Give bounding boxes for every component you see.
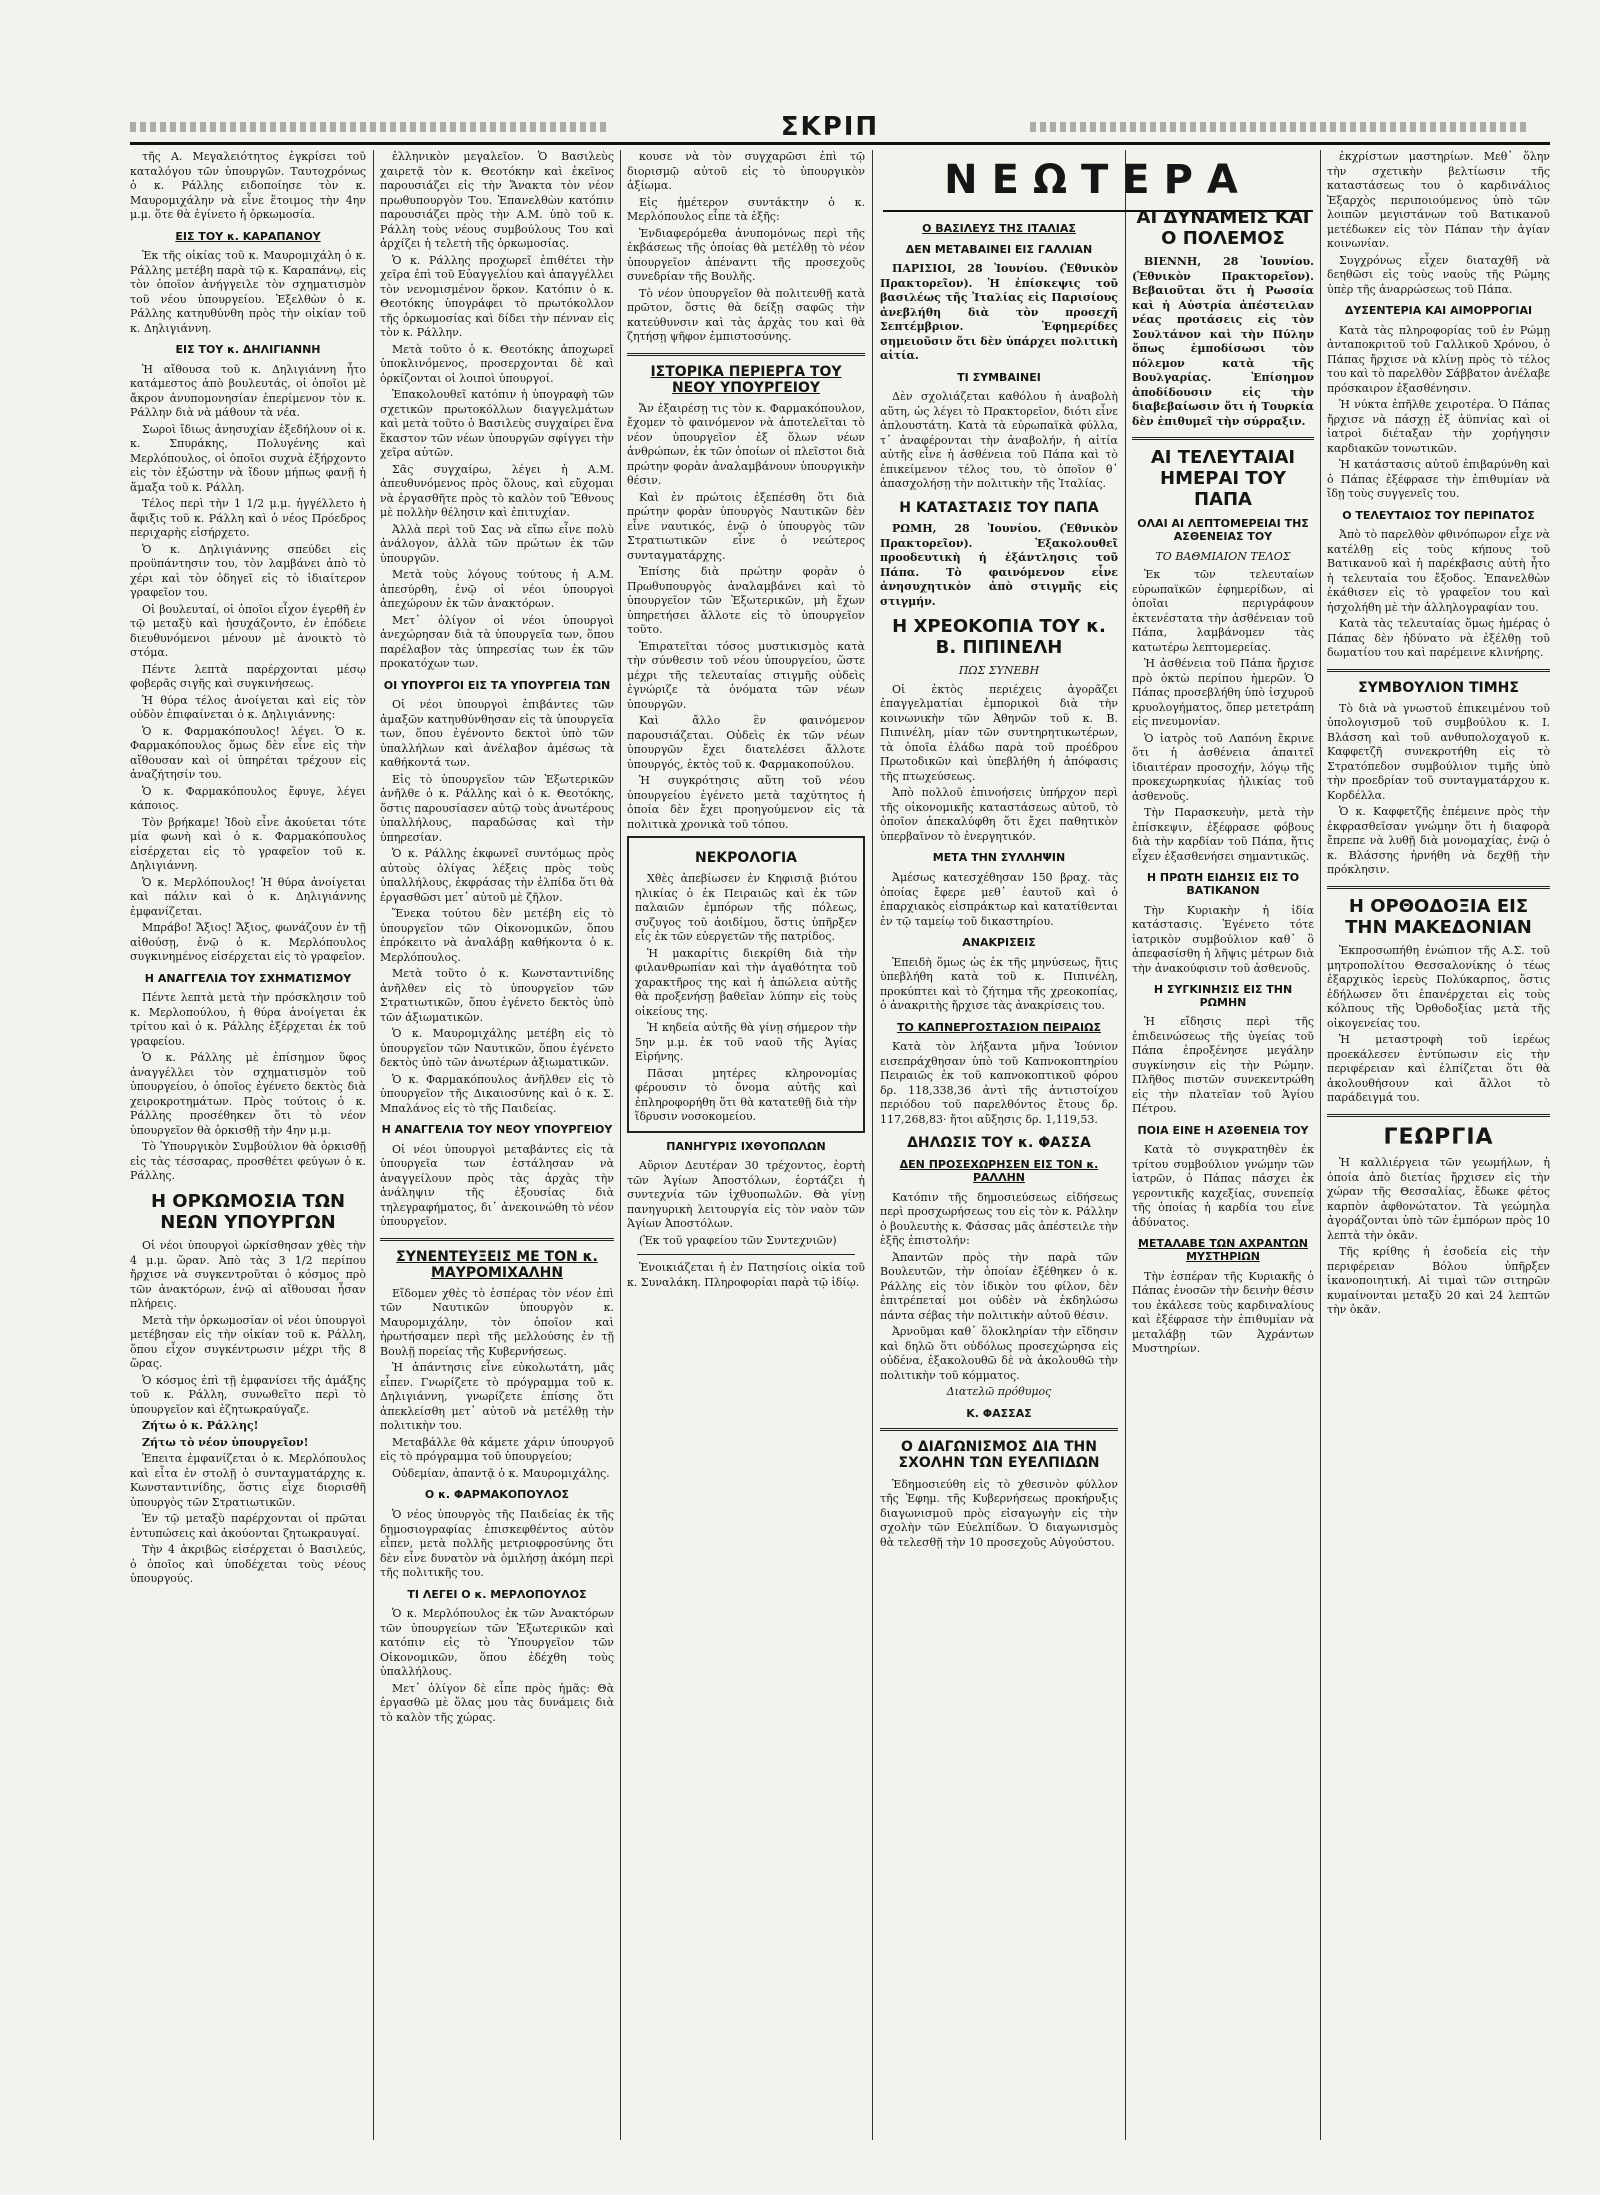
article-text: Σᾶς συγχαίρω, λέγει ἡ Α.Μ. ἀπευθυνόμενος πρὸς ὅλους, καὶ εὔχομαι νὰ ἐργασθῆτε πρὸς τὸ καλὸν τοῦ Ἔθνους μὲ πολλὴν θέλησιν καὶ ἐπιτυχίαν. bbox=[380, 462, 614, 519]
section-heading: ΤΟ ΚΑΠΝΕΡΓΟΣΤΑΣΙΟΝ ΠΕΙΡΑΙΩΣ bbox=[897, 1020, 1101, 1034]
headline: Η ΚΑΤΑΣΤΑΣΙΣ ΤΟΥ ΠΑΠΑ bbox=[899, 499, 1099, 516]
article-text: Τὴν Κυριακὴν ἡ ἰδία κατάστασις. Ἐγένετο τότε ἰατρικὸν συμβούλιον καθ᾽ ὃ ἀπεφασίσθη ἡ λῆψις μέτρων διὰ τὴν ἀνακούφισιν τοῦ ἀσθενοῦς. bbox=[1132, 903, 1314, 975]
section-heading: Η ΣΥΓΚΙΝΗΣΙΣ ΕΙΣ ΤΗΝ ΡΩΜΗΝ bbox=[1153, 983, 1293, 1009]
column-2 bbox=[380, 150, 614, 2150]
article-text: Ἀλλὰ περὶ τοῦ Σας νὰ εἴπω εἶνε πολὺ ἀνάλογον, ἀλλὰ τῶν πρώτων ἐκ τῶν ὑπουργῶν. bbox=[380, 522, 614, 565]
article-text: Οὐδεμίαν, ἀπαντᾷ ὁ κ. Μαυρομιχάλης. bbox=[392, 1466, 610, 1480]
signature-name: Κ. ΦΑΣΣΑΣ bbox=[966, 1406, 1032, 1420]
section-subheading: ΟΛΑΙ ΑΙ ΛΕΠΤΟΜΕΡΕΙΑΙ ΤΗΣ ΑΣΘΕΝΕΙΑΣ ΤΟΥ bbox=[1137, 517, 1309, 544]
section-heading: ΤΙ ΣΥΜΒΑΙΝΕΙ bbox=[957, 370, 1041, 384]
column-rule bbox=[1125, 150, 1126, 2140]
section-heading: ΕΙΣ ΤΟΥ κ. ΔΗΛΙΓΙΑΝΝΗ bbox=[175, 343, 321, 357]
section-heading: Ο κ. ΦΑΡΜΑΚΟΠΟΥΛΟΣ bbox=[424, 1488, 570, 1502]
article-text: Ὁ κ. Μαυρομιχάλης μετέβη εἰς τὸ ὑπουργεῖον τῶν Ναυτικῶν, ὅπου ἐγένετο δεκτὸς ὑπὸ τῶν ἀνωτέρων ἀξιωματικῶν. bbox=[380, 1027, 614, 1070]
headline: Η ΟΡΘΟΔΟΞΙΑ ΕΙΣ ΤΗΝ ΜΑΚΕΔΟΝΙΑΝ bbox=[1345, 895, 1532, 938]
article-text: Ὁ κ. Μερλόπουλος ἐκ τῶν Ἀνακτόρων τῶν ὑπουργείων τῶν Ἐξωτερικῶν καὶ κατόπιν εἰς τὸ Ὑπουργεῖον τῶν Οἰκονομικῶν, ὅπου ἐδέχθη τοὺς ὑπαλλήλους. bbox=[380, 1607, 614, 1679]
column-rule bbox=[1320, 150, 1321, 2140]
article-text: ἐλληνικὸν μεγαλεῖον. Ὁ Βασιλεὺς χαιρετᾷ τὸν κ. Θεοτόκην καὶ ἐκεῖνος παρουσιάζει εἰς τὴν Ἄνακτα τὸν νέον πρωθυπουργὸν Του. Ἐπανελθὼν κατόπιν παρουσιάζει πρὸς τὴν Α.Μ. ὑπὸ τοῦ κ. Ράλλη τοὺς νέους συμβούλους Του καὶ ἀρχίζει ἡ τελετὴ τῆς ὁρκωμοσίας. bbox=[380, 150, 614, 250]
article-text: Ἀπαντῶν πρὸς τὴν παρὰ τῶν Βουλευτῶν, τὴν ὁποίαν ἐξέθηκεν ὁ κ. Ράλλης εἰς τὸν ἰδικὸν του φίλον, δὲν ἐπιτρέπεταί μοι οὐδὲν νὰ ἐκδηλώσω πάντα σέβας τὴν πολιτικὴν αὐτοῦ θέσιν. bbox=[880, 1250, 1118, 1322]
column-1 bbox=[130, 150, 366, 2150]
article-text: Ὁ ἰατρὸς τοῦ Λαπόνη ἔκρινε ὅτι ἡ ἀσθένεια ἀπαιτεῖ ἰδιαιτέραν προσοχήν, λόγῳ τῆς προκεχωρηκυίας ἡλικίας τοῦ ἀσθενοῦς. bbox=[1132, 731, 1314, 803]
article-text: Μετὰ τοὺς λόγους τούτους ἡ Α.Μ. ἀπεσύρθη, ἐνῷ οἱ νέοι ὑπουργοὶ ἀπεχώρουν ἐκ τῶν ἀνακτόρων. bbox=[380, 568, 614, 610]
article-text: Ἀπὸ πολλοῦ ἐπινοήσεις ὑπήρχον περὶ τῆς οἰκονομικῆς καταστάσεως αὐτοῦ, τὸ ὁποῖον ἀπεκαλύφθη ὅτι ἔχει παθητικὸν ὑπερβαῖνον τὸ ἐνεργητικόν. bbox=[880, 786, 1118, 843]
article-text: Τὸ Ὑπουργικὸν Συμβούλιον θὰ ὁρκισθῇ εἰς τὰς τέσσαρας, προσθέτει φεύγων ὁ κ. Ράλλης. bbox=[130, 1140, 366, 1183]
masthead-title: ΣΚΡΙΠ bbox=[780, 112, 880, 142]
article-text: Σωροὶ ἴδιως ἀνησυχίαν ἐξεδήλουν οἱ κ. κ. Σπυράκης, Πολυγένης καὶ Μερλόπουλος, οἱ ὁποῖοι συχνὰ ἐξήρχοντο εἰς τὸν ἐξώστην νὰ ἴδουν μήπως φανῇ ἡ ἅμαξα τοῦ κ. Ράλλη. bbox=[130, 422, 366, 494]
article-text: Ἐπειδὴ ὅμως ὡς ἐκ τῆς μηνύσεως, ἥτις ὑπεβλήθη κατὰ τοῦ κ. Πιπινέλη, προκύπτει καὶ τὸ ζήτημα τῆς χρεοκοπίας, ὁ ἀνακριτὴς ἤρχισε τὰς ἀνακρίσεις του. bbox=[880, 955, 1118, 1013]
article-text: Συγχρόνως εἶχεν διαταχθῆ νὰ δεηθῶσι εἰς τοὺς ναοὺς τῆς Ρώμης ὑπὲρ τῆς ἀναρρώσεως τοῦ Πάπα. bbox=[1327, 253, 1550, 296]
headline: ΣΥΜΒΟΥΛΙΟΝ ΤΙΜΗΣ bbox=[1358, 679, 1519, 696]
headline: ΣΥΝΕΝΤΕΥΞΕΙΣ ΜΕ ΤΟΝ κ. ΜΑΥΡΟΜΙΧΑΛΗΝ bbox=[396, 1248, 598, 1281]
article-text: Ἡ κηδεία αὐτῆς θὰ γίνῃ σήμερον τὴν 5ην μ.μ. ἐκ τοῦ ναοῦ τῆς Ἁγίας Εἰρήνης. bbox=[635, 1021, 857, 1064]
article-text: Εἰς τὸ ὑπουργεῖον τῶν Ἐξωτερικῶν ἀνῆλθε ὁ κ. Ράλλης καὶ ὁ κ. Θεοτόκης, ὅστις παρουσίασεν αὐτῷ τοὺς ἀνωτέρους ὑπαλλήλους, παραδώσας καὶ τὴν ὑπηρεσίαν. bbox=[380, 772, 614, 844]
article-text: Μπράβο! Ἄξιος! Ἄξιος, φωνάζουν ἐν τῇ αἰθούσῃ, ἐνῷ ὁ κ. Μερλόπουλος συγκινημένος εἰσέρχεται εἰς τὸ γραφεῖον. bbox=[130, 921, 366, 964]
article-text: Οἱ ἐκτὸς περιέχεις ἀγορᾶζει ἐπαγγελματίαι ἐμπορικοὶ διὰ τὴν κοινωνικὴν τῶν Ἀθηνῶν τοῦ κ. Β. Πιπινέλη, μίαν τῶν συντηρητικωτέρων, τὰ ὁποῖα ἐλάδω παρὰ τοῦ προέδρου Πρωτοδικῶν καὶ ὑπεβλήθη ἡ ἀπόφασις τῆς πτωχεύσεως. bbox=[880, 682, 1118, 783]
article-text: Καὶ ἐν πρώτοις ἐξεπέσθη ὅτι διὰ πρώτην φορὰν ὑπουργὸς Ναυτικῶν δὲν εἶνε ναυτικός, ἐνῷ ὁ ὑπουργὸς τῶν Στρατιωτικῶν εἶνε ὁ νεώτερος συνταγματάρχης. bbox=[627, 490, 865, 562]
article-text: Ὁ κ. Καφφετζῆς ἐπέμεινε πρὸς τὴν ἐκφρασθεῖσαν γνώμην ὅτι ἡ διαφορὰ ἔπρεπε νὰ λυθῇ διὰ μονομαχίας, ἐνῷ ὁ κ. Βλάσσης ἠρνήθη νὰ δεχθῇ τὴν πρόκλησιν. bbox=[1327, 805, 1550, 877]
masthead-header-text-right bbox=[1030, 122, 1530, 132]
divider bbox=[1327, 886, 1550, 889]
section-heading: ΠΑΝΗΓΥΡΙΣ ΙΧΘΥΟΠΩΛΩΝ bbox=[666, 1139, 826, 1153]
section-heading: Ο ΤΕΛΕΥΤΑΙΟΣ ΤΟΥ ΠΕΡΙΠΑΤΟΣ bbox=[1342, 508, 1535, 522]
section-heading: ΜΕΤΑ ΤΗΝ ΣΥΛΛΗΨΙΝ bbox=[932, 851, 1066, 865]
divider bbox=[637, 1254, 855, 1255]
headline: ΓΕΩΡΓΙΑ bbox=[1383, 1124, 1494, 1150]
article-text: Ὁ κ. Μερλόπουλος! Ἡ θύρα ἀνοίγεται καὶ πάλιν καὶ ὁ κ. Δηλιγιάννης ἐμφανίζεται. bbox=[130, 875, 366, 918]
article-text: Ἡ ἀπάντησις εἶνε εὐκολωτάτη, μᾶς εἶπεν. Γνωρίζετε τὸ πρόγραμμα τοῦ κ. Δηλιγιάννη, γνωρίζετε ἐπίσης ὅτι ἀπεκλείσθη μετ᾽ αὐτοῦ νὰ μετέλθῃ τὴν πολιτικὴν του. bbox=[380, 1361, 614, 1433]
section-heading: ΠΟΙΑ ΕΙΝΕ Η ΑΣΘΕΝΕΙΑ ΤΟΥ bbox=[1137, 1123, 1309, 1137]
headline: ΑΙ ΔΥΝΑΜΕΙΣ ΚΑΙ Ο ΠΟΛΕΜΟΣ bbox=[1136, 207, 1310, 249]
article-text: Ἡ θύρα τέλος ἀνοίγεται καὶ εἰς τὸν οὐδὸν ἐπιφαίνεται ὁ κ. Δηλιγιάννης: bbox=[130, 693, 366, 722]
article-text: Κατὰ τὰς πληροφορίας τοῦ ἐν Ρώμῃ ἀνταποκριτοῦ τοῦ Γαλλικοῦ Χρόνου, ὁ Πάπας ἤρχισε νὰ κλίνῃ πρὸς τὸ τέλος του καὶ τὸ παρελθὸν Σάββατον ἀνέλαβε πρόσκαιρον ἐξασθένησιν. bbox=[1327, 323, 1550, 395]
article-text: Ἄν ἐξαιρέσῃ τις τὸν κ. Φαρμακόπουλον, ἔχομεν τὸ φαινόμενον νὰ ἀποτελεῖται τὸ νέον ὑπουργεῖον ἐξ ὅλων νέων ἀνθρώπων, ἐκ τῶν ὁποίων οἱ πλεῖστοι διὰ πρώτην φορὰν ἀναλαμβάνουν ὑπουργικὴν θέσιν. bbox=[627, 401, 865, 488]
article-text: Ὁ κ. Δηλιγιάννης σπεύδει εἰς προϋπάντησιν του, τὸν λαμβάνει ἀπὸ τὸ χέρι καὶ τὸν ὁδηγεῖ εἰς τὸ ἰδιαίτερον γραφεῖον του. bbox=[130, 542, 366, 600]
article-text: Ὁ κ. Φαρμακόπουλος ἀνῆλθεν εἰς τὸ ὑπουργεῖον τῆς Δικαιοσύνης καὶ ὁ κ. Σ. Μπαλάνος εἰς τὸ τῆς Παιδείας. bbox=[380, 1072, 614, 1115]
article-text: Μετὰ τὴν ὁρκωμοσίαν οἱ νέοι ὑπουργοὶ μετέβησαν εἰς τὴν οἰκίαν τοῦ κ. Ράλλη, ὅπου εἶχον συγκέντρωσιν μέχρι τῆς 8 ὥρας. bbox=[130, 1313, 366, 1371]
section-heading: ΑΝΑΚΡΙΣΕΙΣ bbox=[962, 936, 1036, 950]
article-text: Κατόπιν τῆς δημοσιεύσεως εἰδήσεως περὶ προσχωρήσεως του εἰς τὸν κ. Ράλλην ὁ βουλευτὴς κ. Φάσσας μᾶς ἀπέστειλε τὴν ἑξῆς ἐπιστολήν: bbox=[880, 1190, 1118, 1248]
section-heading: Η ΑΝΑΓΓΕΛΙΑ ΤΟΥ ΝΕΟΥ ΥΠΟΥΡΓΕΙΟΥ bbox=[381, 1123, 613, 1137]
article-text: Ἀπὸ τὸ παρελθὸν φθινόπωρον εἶχε νὰ κατέλθῃ εἰς τοὺς κήπους τοῦ Βατικανοῦ καὶ ἡ παρέκβασις αὐτὴ ἦτο ἡ τελευταία του ἔξοδος. Ἐπανελθὼν ἐκάθισεν εἰς τὸ γραφεῖον του καὶ ἠσχολήθη μὲ τὴν ἀλληλογραφίαν του. bbox=[1327, 528, 1550, 614]
article-text: Ζήτω τὸ νέον ὑπουργεῖον! bbox=[142, 1435, 309, 1449]
article-text: Οἱ βουλευταί, οἱ ὁποῖοι εἶχον ἐγερθῆ ἐν τῷ μεταξὺ καὶ ἡσυχάζοντο, ἐν ἐπόδειε διευθυνόμενοι μένουν μὲ ἀνοικτὸ τὸ στόμα. bbox=[130, 602, 366, 660]
article-text: Ζήτω ὁ κ. Ράλλης! bbox=[142, 1419, 259, 1433]
article-text: Πᾶσαι μητέρες κληρονομίας φέρουσιν τὸ ὄνομα αὐτῆς καὶ ἐπληροφορήθη ὅτι θὰ κατατεθῇ διὰ τὴν ἵδρυσιν νοσοκομείου. bbox=[635, 1066, 857, 1124]
column-rule bbox=[620, 150, 621, 2140]
article-text: Ἡ συγκρότησις αὕτη τοῦ νέου ὑπουργείου ἐγένετο μετὰ ταχύτητος ἡ ὁποία δὲν ἔχει προηγούμενον εἰς τὰ πολιτικὰ χρονικὰ τοῦ τόπου. bbox=[627, 774, 865, 831]
article-text: Μετὰ τοῦτο ὁ κ. Κωνσταντινίδης ἀνῆλθεν εἰς τὸ ὑπουργεῖον τῶν Στρατιωτικῶν, ὅπου ἐγένετο δεκτὸς ὑπὸ τῶν ἀξιωματικῶν. bbox=[380, 967, 614, 1024]
article-text: Ὁ νέος ὑπουργὸς τῆς Παιδείας ἐκ τῆς δημοσιογραφίας ἐπισκεφθέντος αὐτὸν εἶπεν, μετὰ πολλῆς μετριοφροσύνης ὅτι δὲν εἶνε δυνατὸν νὰ ὁμιλήσῃ ἀκόμη περὶ τῆς πολιτικῆς του. bbox=[380, 1508, 614, 1580]
article-text: Ὁ κ. Φαρμακόπουλος ἔφυγε, λέγει κάποιος. bbox=[130, 784, 366, 813]
headline: Ο ΔΙΑΓΩΝΙΣΜΟΣ ΔΙΑ ΤΗΝ ΣΧΟΛΗΝ ΤΩΝ ΕΥΕΛΠΙΔΩΝ bbox=[898, 1439, 1100, 1472]
article-text: Ὁ κ. Φαρμακόπουλος! λέγει. Ὁ κ. Φαρμακόπουλος ὅμως δὲν εἶνε εἰς τὴν αἴθουσαν καὶ οἱ ὑπηρέται τρέχουν εἰς ἀναζήτησίν του. bbox=[130, 724, 366, 782]
headline: ΝΕΚΡΟΛΟΓΙΑ bbox=[695, 850, 797, 867]
divider bbox=[627, 353, 865, 356]
article-text: Ἐκ τῶν τελευταίων εὐρωπαϊκῶν ἐφημερίδων, αἱ ὁποῖαι περιγράφουν ἐκτενέστατα τὴν ἀσθένειαν τοῦ Πάπα, λαμβάνομεν τὰς κατωτέρω λεπτομερείας. bbox=[1132, 568, 1314, 654]
article-text: ΠΑΡΙΣΙΟΙ, 28 Ἰουνίου. (Ἐθνικὸν Πρακτορεῖον). Ἡ ἐπίσκεψις τοῦ βασιλέως τῆς Ἰταλίας εἰς Παρισίους ἀνεβλήθη διὰ τὸν προσεχῆ Σεπτέμβριον. Ἐφημερίδες σημειοῦσιν ὅτι δὲν ὑπάρχει πολιτικὴ αἰτία. bbox=[880, 262, 1118, 363]
subheading: ΤΟ ΒΑΘΜΙΑΙΟΝ ΤΕΛΟΣ bbox=[1155, 549, 1291, 563]
article-text: Ἐκ τῆς οἰκίας τοῦ κ. Μαυρομιχάλη ὁ κ. Ράλλης μετέβη παρὰ τῷ κ. Καραπάνῳ, εἰς τὸν ὁποῖον ἀνήγγειλε τὸν σχηματισμὸν τοῦ νέου ὑπουργείου. Ἐξελθὼν ὁ κ. Ράλλης κατηυθύνθη πρὸς τὴν οἰκίαν τοῦ κ. Δηλιγιάννη. bbox=[130, 249, 366, 335]
article-text: Κατὰ τὰς τελευταίας ὅμως ἡμέρας ὁ Πάπας δὲν ἠδύνατο νὰ ἐξέλθῃ τοῦ δωματίου του καὶ παρέμεινε κλινήρης. bbox=[1327, 617, 1550, 660]
headline: Η ΧΡΕΟΚΟΠΙΑ ΤΟΥ κ. Β. ΠΙΠΙΝΕΛΗ bbox=[892, 616, 1106, 658]
article-text: Ἡ μεταστροφὴ τοῦ ἱερέως προεκάλεσεν ἐντύπωσιν εἰς τὴν περιφέρειαν καὶ ἐλπίζεται ὅτι θὰ ἀκολουθήσουν καὶ ἄλλοι τὸ παράδειγμά του. bbox=[1327, 1033, 1550, 1105]
section-subheading: ΔΕΝ ΜΕΤΑΒΑΙΝΕΙ ΕΙΣ ΓΑΛΛΙΑΝ bbox=[905, 242, 1093, 256]
headline: ΔΗΛΩΣΙΣ ΤΟΥ κ. ΦΑΣΣΑ bbox=[907, 1135, 1091, 1152]
obituary-box bbox=[627, 836, 865, 1133]
article-text: Πέντε λεπτὰ παρέρχονται μέσῳ φοβερᾶς σιγῆς καὶ συγκινήσεως. bbox=[130, 662, 366, 691]
article-text: Ἡ ἀσθένεια τοῦ Πάπα ἤρχισε πρὸ ὀκτὼ περίπου ἡμερῶν. Ὁ Πάπας προσεβλήθη ὑπὸ ἰσχυροῦ κρυολογήματος, ὅπερ μετετράπη εἰς πνευμονίαν. bbox=[1132, 657, 1314, 729]
article-text: ΡΩΜΗ, 28 Ἰουνίου. (Ἐθνικὸν Πρακτορεῖον). Ἐξακολουθεῖ προοδευτικὴ ἡ ἐξάντλησις τοῦ Πάπα. Τὸ φαινόμενον εἶνε ἀνησυχητικὸν ἀπὸ στιγμῆς εἰς στιγμήν. bbox=[880, 522, 1118, 608]
article-text: Ἐπίσης διὰ πρώτην φορὰν ὁ Πρωθυπουργὸς ἀναλαμβάνει καὶ τὸ ὑπουργεῖον τῶν Ἐξωτερικῶν, μὴ ἔχων ὑπηρετήσει ἄλλοτε εἰς τὸ ὑπουργεῖον τοῦτο. bbox=[627, 565, 865, 637]
headline: ΙΣΤΟΡΙΚΑ ΠΕΡΙΕΡΓΑ ΤΟΥ ΝΕΟΥ ΥΠΟΥΡΓΕΙΟΥ bbox=[650, 363, 842, 396]
article-text: Τὸν βρήκαμε! Ἰδοὺ εἶνε ἀκούεται τότε μία φωνὴ καὶ ὁ κ. Φαρμακόπουλος εἰσέρχεται εἰς τὸ γραφεῖον τοῦ κ. Δηλιγιάννη. bbox=[130, 815, 366, 873]
article-text: Οἱ νέοι ὑπουργοὶ ἐπιβάντες τῶν ἁμαξῶν κατηυθύνθησαν εἰς τὰ ὑπουργεῖα των, ὅπου ἐγένοντο δεκτοὶ ὑπὸ τῶν ὑπαλλήλων καὶ ἀνέλαβον ἀμέσως τὰ καθήκοντά των. bbox=[380, 698, 614, 770]
article-text: Ἡ νύκτα ἐπῆλθε χειροτέρα. Ὁ Πάπας ἤρχισε νὰ πάσχῃ ἐξ ἀϋπνίας καὶ οἱ ἰατροὶ διέταξαν τὴν χορήγησιν καρδιακῶν τονωτικῶν. bbox=[1327, 398, 1550, 455]
article-text: Ὁ κ. Ράλλης μὲ ἐπίσημον ὕφος ἀναγγέλλει τὸν σχηματισμὸν τοῦ ὑπουργείου, ὁ ὁποῖος ἐγένετο δεκτὸς διὰ χειροκροτημάτων. Πρὸς τούτοις ὁ κ. Ράλλης προσέθηκεν ὅτι τὸ νέον ὑπουργεῖον θὰ ὁρκισθῇ τὴν 4ην μ.μ. bbox=[130, 1051, 366, 1137]
article-text: Πέντε λεπτὰ μετὰ τὴν πρόσκλησιν τοῦ κ. Μερλοπούλου, ἡ θύρα ἀνοίγεται ἐκ τρίτου καὶ ὁ κ. Ράλλης ἐξέρχεται ἐκ τοῦ γραφείου. bbox=[130, 991, 366, 1048]
article-text: Τὸ νέον ὑπουργεῖον θὰ πολιτευθῇ κατὰ πρῶτον, ὅστις θὰ δείξῃ σαφῶς τὴν κατεύθυνσιν καὶ τὰς ἀρχὰς του καὶ θὰ ζητήσῃ ψῆφον ἐμπιστοσύνης. bbox=[627, 286, 865, 343]
divider bbox=[1327, 1114, 1550, 1117]
article-text: ἐκχρίστων μαστηρίων. Μεθ᾽ ὅλην τὴν σχετικὴν βελτίωσιν τῆς καταστάσεως του ὁ καρδινάλιος Ἐξαρχὸς περιποιούμενος ὑπὸ τῶν λοιπῶν μεγιστάνων τοῦ Βατικανοῦ μετέδωκεν εἰς τὸν Πάπαν τὴν ἁγίαν κοινωνίαν. bbox=[1327, 150, 1550, 250]
column-rule bbox=[872, 150, 873, 2140]
article-text: Ἡ κατάστασις αὐτοῦ ἐπιβαρύνθη καὶ ὁ Πάπας ἐξέφρασε τὴν ἐπιθυμίαν νὰ ἴδῃ τοὺς συγγενεῖς του. bbox=[1327, 458, 1550, 501]
article-text: Ἐκπροσωπήθη ἐνώπιον τῆς Α.Σ. τοῦ μητροπολίτου Θεσσαλονίκης ὁ τέως ἐξαρχικὸς ἱερεὺς Πολύκαρπος, ὅστις ἐδήλωσεν ὅτι ἐπανέρχεται εἰς τοὺς κόλπους τῆς Ὀρθοδοξίας μετὰ τῆς οἰκογενείας του. bbox=[1327, 944, 1550, 1030]
section-heading: Ο ΒΑΣΙΛΕΥΣ ΤΗΣ ΙΤΑΛΙΑΣ bbox=[922, 222, 1076, 235]
article-text: κουσε νὰ τὸν συγχαρῶσι ἐπὶ τῷ διορισμῷ αὐτοῦ εἰς τὸ ὑπουργικὸν ἀξίωμα. bbox=[627, 150, 865, 192]
signature-line: Διατελῶ πρόθυμος bbox=[946, 1385, 1052, 1399]
section-heading: ΤΙ ΛΕΓΕΙ Ο κ. ΜΕΡΛΟΠΟΥΛΟΣ bbox=[407, 1587, 587, 1601]
article-text: Ἡ εἴδησις περὶ τῆς ἐπιδεινώσεως τῆς ὑγείας τοῦ Πάπα ἐπροξένησε μεγάλην συγκίνησιν εἰς τὴν Ρώμην. Πλῆθος πιστῶν συνεκεντρώθη εἰς τὴν πλατεῖαν τοῦ Ἁγίου Πέτρου. bbox=[1132, 1015, 1314, 1116]
section-subheading: ΔΕΝ ΠΡΟΣΕΧΩΡΗΣΕΝ ΕΙΣ ΤΟΝ κ. ΡΑΛΛΗΝ bbox=[899, 1158, 1099, 1185]
article-text: Καὶ ἄλλο ἓν φαινόμενον παρουσιάζεται. Οὐδεὶς ἐκ τῶν νέων ὑπουργῶν ἔχει διατελέσει ἄλλοτε ὑπουργός, ἐκτὸς τοῦ κ. Φαρμακοπούλου. bbox=[627, 714, 865, 771]
article-text: Τὴν 4 ἀκριβῶς εἰσέρχεται ὁ Βασιλεύς, ὁ ὁποῖος καὶ ὑποδέχεται τοὺς νέους ὑπουργούς. bbox=[130, 1543, 366, 1586]
article-text: Κατὰ τὸ συγκρατηθὲν ἐκ τρίτου συμβούλιον γνώμην τῶν ἰατρῶν, ὁ Πάπας πάσχει ἐκ γεροντικῆς καχεξίας, συνεπείᾳ τῆς ὁποίας ἡ καρδία του εἶνε ἀδύνατος. bbox=[1132, 1143, 1314, 1229]
article-text: Μετὰ τοῦτο ὁ κ. Θεοτόκης ἀποχωρεῖ ὑποκλινόμενος, προσερχονται δὲ καὶ ὁρκίζονται οἱ λοιποὶ ὑπουργοί. bbox=[380, 342, 614, 385]
section-heading: ΔΥΣΕΝΤΕΡΙΑ ΚΑΙ ΑΙΜΟΡΡΟΓΙΑΙ bbox=[1344, 304, 1533, 317]
column-3 bbox=[627, 150, 865, 2150]
section-heading: ΟΙ ΥΠΟΥΡΓΟΙ ΕΙΣ ΤΑ ΥΠΟΥΡΓΕΙΑ ΤΩΝ bbox=[383, 678, 611, 692]
article-text: Ἐνδιαφερόμεθα ἀνυπομόνως περὶ τῆς ἐκβάσεως τῆς ὁποίας θὰ μετέλθῃ τὸ νέον ὑπουργεῖον ἀπέναντι τῆς προσεχοῦς συνεδρίαν τῆς Βουλῆς. bbox=[627, 226, 865, 283]
article-text: Ἕνεκα τούτου δὲν μετέβη εἰς τὸ ὑπουργεῖον τῶν Οἰκονομικῶν, ὅπου ἐπρόκειτο νὰ ἀναλάβῃ καθήκοντα ὁ κ. Μερλόπουλος. bbox=[380, 907, 614, 964]
divider bbox=[1327, 669, 1550, 672]
headline: ΑΙ ΤΕΛΕΥΤΑΙΑΙ ΗΜΕΡΑΙ ΤΟΥ ΠΑΠΑ bbox=[1150, 447, 1296, 510]
article-text: Κατὰ τὸν λήξαντα μῆνα Ἰούνιον εισεπράχθησαν ὑπὸ τοῦ Καπνοκοπτηρίου Πειραιῶς ἐκ τοῦ καπνοκοπτικοῦ φόρου δρ. 118,338,36 ἀντὶ τῆς ἀντιστοίχου περιόδου τοῦ παρελθόντος ἔτους δρ. 117,268,83· ἤτοι αὔξησις δρ. 1,119,53. bbox=[880, 1040, 1118, 1126]
article-text: Χθὲς ἀπεβίωσεν ἐν Κηφισιᾷ βιότου ηλικίας ὁ ἐκ Πειραιῶς καὶ ἐκ τῶν παλαιῶν ἐμπόρων τῆς πόλεως, συζυγος τοῦ ἀοιδίμου, ὅστις ὑπῆρξεν εἷς ἐκ τῶν εὐεργετῶν τῆς πατρίδος. bbox=[635, 872, 857, 944]
article-text: τῆς Α. Μεγαλειότητος ἐγκρίσει τοῦ καταλόγου τῶν ὑπουργῶν. Ταυτοχρόνως ὁ κ. Ράλλης ειδοποίησε τὸν κ. Μαυρομιχάλην νὰ εἶνε ἕτοιμος τὴν 4ην μ.μ. ὅτε θὰ ἐγίνετο ἡ ὁρκωμοσία. bbox=[130, 150, 366, 221]
article-text: Οἱ νέοι ὑπουργοὶ μεταβάντες εἰς τὰ ὑπουργεῖα των ἐστάλησαν νὰ ἀναγγείλουν πρὸς τὰς ἀρχὰς τὴν ἀνάληψιν τῆς ἐξουσίας διὰ τηλεγραφήματος, δι᾽ ἀνεκοινώθη τὸ νέον ὑπουργεῖον. bbox=[380, 1142, 614, 1229]
news-banner-title: ΝΕΩΤΕΡΑ bbox=[883, 150, 1313, 212]
article-text: ΒΙΕΝΝΗ, 28 Ἰουνίου. (Ἐθνικὸν Πρακτορεῖον). Βεβαιοῦται ὅτι ἡ Ρωσσία καὶ ἡ Αὐστρία ἀπέστειλαν νέας προτάσεις εἰς τὸν Σουλτάνον καὶ τὴν Πύλην ὅπως ἐμποδίσωσι τὸν πόλεμον κατὰ τῆς Βουλγαρίας. Ἐπίσημον ἀποδίδουσιν εἰς τὴν διαβεβαίωσιν ὅτι ἡ Τουρκία δὲν ἐπιθυμεῖ τὴν σύρραξιν. bbox=[1132, 255, 1314, 428]
article-text: Ἐπειτα ἐμφανίζεται ὁ κ. Μερλόπουλος καὶ εἶτα ἐν στολῇ ὁ συνταγματάρχης κ. Κωνσταντινίδης, ὅστις εἶχε διορισθῆ ὑπουργὸς τῶν Στρατιωτικῶν. bbox=[130, 1452, 366, 1509]
section-heading: Η ΠΡΩΤΗ ΕΙΔΗΣΙΣ ΕΙΣ ΤΟ ΒΑΤΙΚΑΝΟΝ bbox=[1146, 871, 1300, 897]
article-text: Ὁ κ. Ράλλης ἐκφωνεῖ συντόμως πρὸς αὐτοὺς ὀλίγας λέξεις πρὸς τοὺς ὑπαλλήλους, ἐκφράσας τὴν ἐλπίδα ὅτι θὰ ἐργασθῶσι μετ᾽ αὐτοῦ μὲ ζῆλον. bbox=[380, 847, 614, 904]
divider bbox=[880, 1428, 1118, 1431]
article-text: Ἐδημοσιεύθη εἰς τὸ χθεσινὸν φύλλον τῆς Ἐφημ. τῆς Κυβερνήσεως προκήρυξις διαγωνισμοῦ πρὸς εἰσαγωγὴν εἰς τὴν σχολὴν τῶν Εὐελπίδων. Ὁ διαγωνισμὸς θὰ τελεσθῇ τὴν 10 προσεχοῦς Αὐγούστου. bbox=[880, 1477, 1118, 1549]
headline: Η ΟΡΚΩΜΟΣΙΑ ΤΩΝ ΝΕΩΝ ΥΠΟΥΡΓΩΝ bbox=[150, 1190, 346, 1233]
article-text: Ἐπιρατεῖται τόσος μυστικισμὸς κατὰ τὴν σύνθεσιν τοῦ νέου ὑπουργείου, ὥστε μέχρι τῆς τελευταίας στιγμῆς οὐδεὶς ἐγνώριζε τὰ ὀνόματα τῶν νέων ὑπουργῶν. bbox=[627, 639, 865, 711]
column-rule bbox=[373, 150, 374, 2140]
column-4 bbox=[880, 215, 1118, 2145]
column-5 bbox=[1132, 150, 1314, 2150]
article-text: Ἐπακολουθεῖ κατόπιν ἡ ὑπογραφὴ τῶν σχετικῶν πρωτοκόλλων διαγγελμάτων καὶ μετὰ τοῦτο ὁ Βασιλεὺς συγχαίρει ἕνα ἕκαστον τῶν νέων ὑπουργῶν σφίγγει τὴν χεῖρα αὐτῶν. bbox=[380, 388, 614, 459]
section-heading: ΕΙΣ ΤΟΥ κ. ΚΑΡΑΠΑΝΟΥ bbox=[175, 229, 321, 243]
article-text: Αὔριον Δευτέραν 30 τρέχοντος, ἑορτὴ τῶν Ἁγίων Ἀποστόλων, ἑορτάζει ἡ συντεχνία τῶν ἰχθυοπωλῶν. Θὰ γίνῃ πανηγυρικὴ λειτουργία εἰς τὸν ναὸν τῶν Ἁγίων Ἀποστόλων. bbox=[627, 1159, 865, 1231]
article-text: Ἡ καλλιέργεια τῶν γεωμήλων, ἡ ὁποία ἀπὸ διετίας ἤρχισεν εἰς τὴν χώραν τῆς Θεσσαλίας, ἔδωκε φέτος καρπὸν ἀφθονώτατον. Τὰ γεώμηλα ἀγοράζονται ὑπὸ τῶν ἐμπόρων πρὸς 10 λεπτὰ τὴν ὀκᾶν. bbox=[1327, 1156, 1550, 1242]
section-heading: Η ΑΝΑΓΓΕΛΙΑ ΤΟΥ ΣΧΗΜΑΤΙΣΜΟΥ bbox=[144, 971, 352, 985]
article-text: (Ἐκ τοῦ γραφείου τῶν Συντεχνιῶν) bbox=[639, 1233, 837, 1247]
article-text: Εἴδομεν χθὲς τὸ ἑσπέρας τὸν νέον ἐπὶ τῶν Ναυτικῶν ὑπουργὸν κ. Μαυρομιχάλην, τὸν ὁποῖον καὶ ἠρωτήσαμεν περὶ τῆς μελλούσης ἐν τῇ Βουλῇ πορείας τῆς Κυβερνήσεως. bbox=[380, 1286, 614, 1358]
article-text: Ἡ μακαρίτις διεκρίθη διὰ τὴν φιλανθρωπίαν καὶ τὴν ἀγαθότητα τοῦ χαρακτῆρος της καὶ ἡ ἀπώλεια αὐτῆς θὰ προξενήσῃ βαθεῖαν λύπην εἰς τοὺς οἰκείους της. bbox=[635, 946, 857, 1018]
article-text: Ἀμέσως κατεσχέθησαν 150 βραχ. τὰς ὁποίας ἔφερε μεθ᾽ ἑαυτοῦ καὶ ὁ ἐπαρχιακὸς εἰσπράκτωρ καὶ κατατίθενται ἐν τῷ ταμείῳ τοῦ δικαστηρίου. bbox=[880, 871, 1118, 928]
divider bbox=[1132, 437, 1314, 440]
masthead-header-text bbox=[130, 122, 610, 132]
classified-ad: Ἐνοικιάζεται ἡ ἐν Πατησίοις οἰκία τοῦ κ. Συναλάκη. Πληροφορίαι παρὰ τῷ ἰδίῳ. bbox=[627, 1261, 865, 1289]
article-text: Μετ᾽ ὀλίγον οἱ νέοι ὑπουργοὶ ἀνεχώρησαν διὰ τὰ ὑπουργεῖα των, ὅπου παρέλαβον τὰς ὑπηρεσίας των ἐκ τῶν προκατόχων των. bbox=[380, 613, 614, 670]
article-text: Ὁ κόσμος ἐπὶ τῇ ἐμφανίσει τῆς ἁμάξης τοῦ κ. Ράλλη, συνωθεῖτο περὶ τὸ ὑπουργεῖον καὶ ἐζητωκραύγαζε. bbox=[130, 1373, 366, 1416]
section-heading: ΜΕΤΑΛΑΒΕ ΤΩΝ ΑΧΡΑΝΤΩΝ ΜΥΣΤΗΡΙΩΝ bbox=[1138, 1237, 1308, 1264]
article-text: Δὲν σχολιάζεται καθόλου ἡ ἀναβολὴ αὕτη, ὡς λέγει τὸ Πρακτορεῖον, διότι εἶνε ἁπλουστάτη. Κατὰ τὰ εὐρωπαϊκὰ φύλλα, τ᾽ ἀναφέρονται τὴν ἀναβολήν, ἡ αἰτία αὐτῆς εἶνε ἡ ἀσθένεια τοῦ Πάπα καὶ τὸ ἐπικείμενον τέλος του, τὸ ὁποῖον θ᾽ ἀπασχολήσῃ τὴν πολιτικὴν τῆς Ἰταλίας. bbox=[880, 390, 1118, 491]
article-text: Εἰς ἡμέτερον συντάκτην ὁ κ. Μερλόπουλος εἶπε τὰ ἑξῆς: bbox=[627, 195, 865, 223]
masthead bbox=[130, 112, 1550, 145]
article-text: Τέλος περὶ τὴν 1 1/2 μ.μ. ἠγγέλλετο ἡ ἄφιξις τοῦ κ. Ράλλη καὶ ὁ νέος Πρόεδρος περιχαρὴς εἰσήρχετο. bbox=[130, 497, 366, 540]
article-text: Τὴν Παρασκευὴν, μετὰ τὴν ἐπίσκεψιν, ἐξέφρασε φόβους διὰ τὴν καρδίαν τοῦ Πάπα, ἥτις εἶχεν ἐξασθενήσει σημαντικῶς. bbox=[1132, 806, 1314, 863]
divider bbox=[380, 1238, 614, 1241]
article-text: Τὴν ἑσπέραν τῆς Κυριακῆς ὁ Πάπας ἐνοσῶν τὴν δεινὴν θέσιν του ἐκάλεσε τοὺς καρδιναλίους καὶ ἐξέφρασε τὴν ἐπιθυμίαν νὰ μεταλάβῃ τῶν Ἀχράντων Μυστηρίων. bbox=[1132, 1269, 1314, 1356]
article-text: Οἱ νέοι ὑπουργοὶ ὡρκίσθησαν χθὲς τὴν 4 μ.μ. ὥραν. Ἀπὸ τὰς 3 1/2 περίπου ἤρχισε νὰ συγκεντροῦται ὁ κόσμος πρὸ τῶν ἀνακτόρων, ἐνῷ αἱ αἴθουσαι ἦσαν πλήρεις. bbox=[130, 1239, 366, 1311]
article-text: Μετ᾽ ὀλίγον δὲ εἶπε πρὸς ἡμᾶς: Θὰ ἐργασθῶ μὲ ὅλας μου τὰς δυνάμεις διὰ τὸ καλὸν τῆς χώρας. bbox=[380, 1681, 614, 1724]
article-text: Ἐν τῷ μεταξὺ παρέρχονται οἱ πρῶται ἐντυπώσεις καὶ ἀκούονται ζητωκραυγαί. bbox=[130, 1512, 366, 1540]
article-text: Ὁ κ. Ράλλης προχωρεῖ ἐπιθέτει τὴν χεῖρα ἐπὶ τοῦ Εὐαγγελίου καὶ ἀπαγγέλλει τὸν νενομισμένον ὅρκον. Κατόπιν ὁ κ. Θεοτόκης ὑπογράφει τὸ πρωτόκολλον τῆς ὁρκωμοσίας καὶ δίδει τὴν πένναν εἰς τὸν κ. Ράλλην. bbox=[380, 253, 614, 339]
article-text: Τὸ διὰ νὰ γνωστοῦ ἐπικειμένου τοῦ ὑπολογισμοῦ τοῦ συμβούλου κ. Ι. Βλάσση καὶ τοῦ ανθυπολοχαγοῦ κ. Καφφετζῆ συνεκροτήθη εἰς τὸ Στρατόπεδον συμβούλιον τιμῆς ὑπὸ τὴν προεδρίαν τοῦ συνταγματάρχου κ. Κορδέλλα. bbox=[1327, 701, 1550, 802]
article-text: Μεταβάλλε θὰ κάμετε χάριν ὑπουργοῦ εἰς τὸ πρόγραμμα τοῦ ὑπουργείου; bbox=[380, 1435, 614, 1464]
article-text: Τῆς κρίθης ἡ ἐσοδεία εἰς τὴν περιφέρειαν Βόλου ὑπῆρξεν ἱκανοποιητική. Αἱ τιμαὶ τῶν σιτηρῶν κυμαίνονται μεταξὺ 20 καὶ 24 λεπτῶν τὴν ὀκᾶν. bbox=[1327, 1245, 1550, 1317]
subheading: ΠΩΣ ΣΥΝΕΒΗ bbox=[958, 664, 1040, 678]
article-text: Ἀρνοῦμαι καθ᾽ ὅλοκληρίαν τὴν εἴδησιν καὶ δηλῶ ὅτι οὐδόλως προσεχώρησα εἰς οὐδένα, ἐξακολουθῶ δὲ νὰ ἀκολουθῶ τὴν πολιτικὴν τοῦ κόμματος. bbox=[880, 1325, 1118, 1382]
article-text: Ἡ αἴθουσα τοῦ κ. Δηλιγιάννη ἦτο κατάμεστος ἀπὸ βουλευτάς, οἱ ὁποῖοι μὲ ἄκρον ἀνυπομονησίαν ἐπερίμενον τὸν κ. Ράλλην διὰ νὰ μάθουν τὰ νέα. bbox=[130, 362, 366, 420]
column-6 bbox=[1327, 150, 1550, 2150]
